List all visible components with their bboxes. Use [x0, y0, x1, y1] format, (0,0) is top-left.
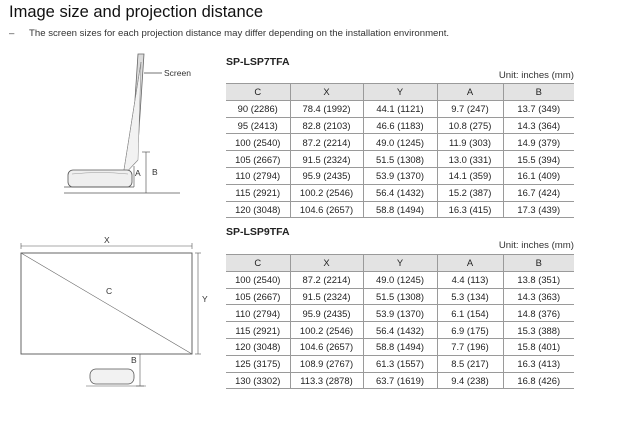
col-header-y: Y — [363, 84, 437, 101]
cell-y: 53.9 (1370) — [363, 167, 437, 184]
screen-label: Screen — [164, 68, 191, 78]
col-header-a: A — [437, 84, 503, 101]
cell-a: 6.1 (154) — [437, 305, 503, 322]
table-row — [226, 184, 574, 201]
cell-y: 49.0 (1245) — [363, 271, 437, 288]
cell-y: 44.1 (1121) — [363, 100, 437, 117]
cell-y: 56.4 (1432) — [363, 322, 437, 339]
cell-b: 15.8 (401) — [503, 338, 574, 355]
cell-c: 110 (2794) — [226, 305, 290, 322]
cell-b: 13.8 (351) — [503, 271, 574, 288]
cell-x: 104.6 (2657) — [290, 201, 363, 218]
cell-a: 11.9 (303) — [437, 134, 503, 151]
cell-y: 58.8 (1494) — [363, 201, 437, 218]
col-header-y: Y — [363, 255, 437, 272]
cell-x: 100.2 (2546) — [290, 322, 363, 339]
cell-c: 105 (2667) — [226, 151, 290, 168]
table-row — [226, 338, 574, 355]
cell-c: 120 (3048) — [226, 201, 290, 218]
table-row — [226, 151, 574, 168]
cell-x: 87.2 (2214) — [290, 271, 363, 288]
col-header-a: A — [437, 255, 503, 272]
cell-b: 13.7 (349) — [503, 100, 574, 117]
cell-c: 110 (2794) — [226, 167, 290, 184]
cell-a: 14.1 (359) — [437, 167, 503, 184]
cell-x: 91.5 (2324) — [290, 288, 363, 305]
table-row — [226, 305, 574, 322]
cell-b: 14.9 (379) — [503, 134, 574, 151]
col-header-c: C — [226, 84, 290, 101]
table-row — [226, 322, 574, 339]
dimension-b-label: B — [152, 167, 158, 177]
col-header-b: B — [503, 255, 574, 272]
cell-c: 95 (2413) — [226, 117, 290, 134]
cell-y: 58.8 (1494) — [363, 338, 437, 355]
cell-a: 7.7 (196) — [437, 338, 503, 355]
unit-label-2: Unit: inches (mm) — [498, 240, 574, 251]
page-title: Image size and projection distance — [9, 3, 264, 21]
cell-b: 15.3 (388) — [503, 322, 574, 339]
dimension-b-label: B — [131, 355, 137, 365]
cell-b: 16.8 (426) — [503, 372, 574, 389]
cell-a: 15.2 (387) — [437, 184, 503, 201]
dimension-c-label: C — [106, 286, 113, 296]
cell-b: 16.3 (413) — [503, 355, 574, 372]
dimension-y-label: Y — [202, 294, 208, 304]
cell-x: 91.5 (2324) — [290, 151, 363, 168]
table-row — [226, 288, 574, 305]
header-row — [226, 255, 574, 272]
cell-a: 10.8 (275) — [437, 117, 503, 134]
cell-c: 115 (2921) — [226, 322, 290, 339]
cell-b: 14.3 (363) — [503, 288, 574, 305]
cell-c: 130 (3302) — [226, 372, 290, 389]
table-row — [226, 271, 574, 288]
spec-table-lsp9tfa — [226, 254, 574, 389]
cell-y: 51.5 (1308) — [363, 151, 437, 168]
table-row — [226, 100, 574, 117]
cell-a: 4.4 (113) — [437, 271, 503, 288]
cell-x: 113.3 (2878) — [290, 372, 363, 389]
cell-x: 82.8 (2103) — [290, 117, 363, 134]
cell-b: 15.5 (394) — [503, 151, 574, 168]
dimension-x-label: X — [104, 235, 110, 245]
cell-c: 120 (3048) — [226, 338, 290, 355]
cell-b: 14.8 (376) — [503, 305, 574, 322]
cell-c: 115 (2921) — [226, 184, 290, 201]
cell-b: 14.3 (364) — [503, 117, 574, 134]
col-header-x: X — [290, 255, 363, 272]
spec-table-lsp7tfa — [226, 83, 574, 218]
cell-y: 61.3 (1557) — [363, 355, 437, 372]
cell-y: 51.5 (1308) — [363, 288, 437, 305]
front-view-diagram — [12, 234, 222, 394]
cell-b: 16.1 (409) — [503, 167, 574, 184]
model-name-1: SP-LSP7TFA — [226, 56, 290, 68]
header-row — [226, 84, 574, 101]
cell-y: 63.7 (1619) — [363, 372, 437, 389]
col-header-c: C — [226, 255, 290, 272]
cell-b: 17.3 (439) — [503, 201, 574, 218]
cell-y: 49.0 (1245) — [363, 134, 437, 151]
cell-a: 8.5 (217) — [437, 355, 503, 372]
unit-label-1: Unit: inches (mm) — [498, 70, 574, 81]
cell-x: 78.4 (1992) — [290, 100, 363, 117]
cell-a: 9.7 (247) — [437, 100, 503, 117]
cell-c: 100 (2540) — [226, 271, 290, 288]
table-row — [226, 372, 574, 389]
cell-x: 100.2 (2546) — [290, 184, 363, 201]
cell-c: 105 (2667) — [226, 288, 290, 305]
cell-y: 53.9 (1370) — [363, 305, 437, 322]
cell-a: 9.4 (238) — [437, 372, 503, 389]
cell-a: 6.9 (175) — [437, 322, 503, 339]
note-bullet: – — [9, 28, 15, 39]
table-row — [226, 117, 574, 134]
cell-x: 87.2 (2214) — [290, 134, 363, 151]
cell-c: 100 (2540) — [226, 134, 290, 151]
cell-c: 90 (2286) — [226, 100, 290, 117]
table-row — [226, 134, 574, 151]
model-name-2: SP-LSP9TFA — [226, 226, 290, 238]
note-text: The screen sizes for each projection distance may differ depending on the installation environment. — [29, 28, 450, 39]
col-header-b: B — [503, 84, 574, 101]
cell-a: 16.3 (415) — [437, 201, 503, 218]
cell-a: 5.3 (134) — [437, 288, 503, 305]
cell-y: 46.6 (1183) — [363, 117, 437, 134]
cell-c: 125 (3175) — [226, 355, 290, 372]
col-header-x: X — [290, 84, 363, 101]
cell-b: 16.7 (424) — [503, 184, 574, 201]
dimension-a-label: A — [135, 168, 141, 178]
cell-x: 95.9 (2435) — [290, 305, 363, 322]
table-row — [226, 201, 574, 218]
cell-x: 108.9 (2767) — [290, 355, 363, 372]
cell-a: 13.0 (331) — [437, 151, 503, 168]
side-view-diagram — [20, 52, 220, 220]
cell-y: 56.4 (1432) — [363, 184, 437, 201]
cell-x: 104.6 (2657) — [290, 338, 363, 355]
table-row — [226, 167, 574, 184]
projector-front — [90, 369, 134, 384]
cell-x: 95.9 (2435) — [290, 167, 363, 184]
table-row — [226, 355, 574, 372]
installation-note — [9, 28, 449, 39]
